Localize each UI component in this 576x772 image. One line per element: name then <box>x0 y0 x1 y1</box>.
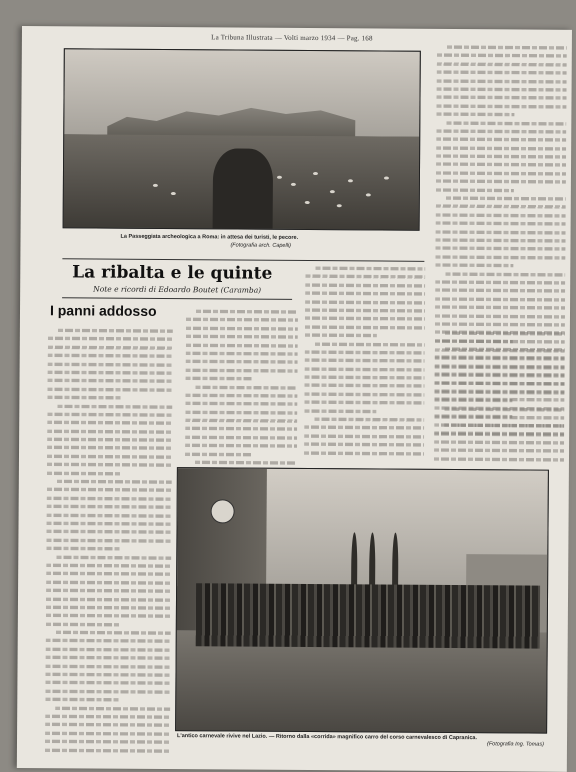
text-line <box>46 564 171 568</box>
text-line <box>434 440 564 444</box>
section-title: I panni addosso <box>49 302 157 319</box>
text-line <box>436 213 566 217</box>
bottom-photo-procession <box>195 583 540 648</box>
headline-rule-bottom <box>62 297 292 300</box>
text-line <box>46 530 171 534</box>
text-line <box>56 555 171 559</box>
headline-rule-top <box>62 258 424 262</box>
body-text-column-left <box>45 326 173 757</box>
text-line <box>196 310 298 314</box>
text-line <box>435 348 565 352</box>
text-line <box>47 522 172 526</box>
text-line <box>48 345 173 349</box>
text-line <box>47 413 172 417</box>
text-line <box>45 673 170 677</box>
text-line <box>185 410 297 414</box>
newspaper-page <box>17 26 572 772</box>
text-line <box>435 340 565 344</box>
text-line <box>445 331 565 335</box>
text-line <box>434 398 512 402</box>
text-line <box>47 463 172 467</box>
text-line <box>47 438 172 442</box>
text-line <box>436 171 566 175</box>
text-line <box>304 384 424 388</box>
text-line <box>437 79 567 83</box>
text-line <box>435 255 565 259</box>
text-line <box>185 393 297 397</box>
text-line <box>45 723 170 727</box>
text-line <box>47 446 172 450</box>
text-line <box>48 354 173 358</box>
text-line <box>47 387 172 391</box>
text-line <box>436 238 566 242</box>
text-line <box>46 597 171 601</box>
text-line <box>305 367 425 371</box>
text-line <box>58 329 173 333</box>
text-line <box>46 647 171 651</box>
text-line <box>436 112 514 116</box>
text-line <box>436 146 566 150</box>
text-line <box>435 247 565 251</box>
text-line <box>47 496 172 500</box>
text-line <box>435 322 565 326</box>
text-line <box>195 385 297 389</box>
top-photo <box>63 48 421 230</box>
text-line <box>48 371 173 375</box>
text-line <box>435 314 565 318</box>
top-photo-credit: (Fotografia arch. Capelli) <box>230 242 292 249</box>
text-line <box>47 454 172 458</box>
text-line <box>305 334 377 338</box>
article-subhead: Note e ricordi di Edoardo Boutet (Caramba) <box>93 284 262 295</box>
text-line <box>185 402 297 406</box>
text-line <box>445 272 565 276</box>
text-line <box>435 289 565 293</box>
text-line <box>47 505 172 509</box>
text-line <box>436 222 566 226</box>
text-line <box>57 404 172 408</box>
text-line <box>185 427 297 431</box>
text-line <box>436 104 566 108</box>
text-line <box>444 407 564 411</box>
text-line <box>436 138 566 142</box>
text-line <box>436 188 514 192</box>
text-line <box>305 308 425 312</box>
text-line <box>434 415 564 419</box>
top-photo-caption: La Passeggiata archeologica a Roma: in attesa dei turisti, le pecore. <box>120 233 299 241</box>
text-line <box>55 706 170 710</box>
text-line <box>185 435 297 439</box>
text-line <box>186 326 298 330</box>
text-line <box>315 266 425 270</box>
text-line <box>47 421 172 425</box>
text-line <box>46 614 171 618</box>
text-line <box>435 297 565 301</box>
text-line <box>305 292 425 296</box>
text-line <box>437 87 567 91</box>
text-line <box>186 352 298 356</box>
sheep <box>312 172 317 175</box>
text-line <box>304 409 376 413</box>
text-line <box>435 305 565 309</box>
text-line <box>57 480 172 484</box>
text-line <box>185 452 252 456</box>
text-line <box>46 538 171 542</box>
text-line <box>434 432 564 436</box>
text-line <box>304 426 424 430</box>
sheep <box>291 183 296 186</box>
text-line <box>48 362 173 366</box>
text-line <box>45 698 120 702</box>
bottom-photo <box>175 467 549 734</box>
text-line <box>435 280 565 284</box>
text-line <box>446 121 566 125</box>
text-line <box>434 449 564 453</box>
text-line <box>437 62 567 66</box>
text-line <box>45 748 170 752</box>
text-line <box>435 373 565 377</box>
text-line <box>304 434 424 438</box>
text-line <box>48 337 173 341</box>
text-line <box>186 360 298 364</box>
text-line <box>47 396 122 400</box>
text-line <box>47 429 172 433</box>
sheep <box>383 176 388 179</box>
text-line <box>48 379 173 383</box>
text-line <box>186 343 298 347</box>
text-line <box>186 368 298 372</box>
text-line <box>434 390 564 394</box>
body-text-column-right-lower <box>434 329 565 470</box>
article-headline: La ribalta e le quinte <box>72 262 273 284</box>
text-line <box>304 401 424 405</box>
text-line <box>315 342 425 346</box>
text-line <box>436 230 566 234</box>
body-text-column-middle <box>185 307 298 468</box>
text-line <box>46 572 171 576</box>
text-line <box>435 365 565 369</box>
text-line <box>436 205 566 209</box>
text-line <box>186 377 253 381</box>
text-line <box>46 606 171 610</box>
text-line <box>305 359 425 363</box>
text-line <box>47 513 172 517</box>
text-line <box>46 589 171 593</box>
text-line <box>436 163 566 167</box>
text-line <box>304 392 424 396</box>
bottom-photo-caption: L'antico carnevale rivive nel Lazio. — Ritorno dalla «corrida» magnifico carro del corso carnevalesco di Capranica. <box>177 733 478 742</box>
text-line <box>305 275 425 279</box>
text-line <box>46 639 171 643</box>
top-photo-shepherd <box>213 148 274 229</box>
text-line <box>186 335 298 339</box>
text-line <box>45 715 170 719</box>
text-line <box>47 471 122 475</box>
text-line <box>46 547 121 551</box>
text-line <box>436 180 566 184</box>
sheep <box>330 190 335 193</box>
text-line <box>305 300 425 304</box>
bottom-photo-credit: (Fotografia Ing. Tomas) <box>486 741 544 748</box>
text-line <box>47 488 172 492</box>
text-line <box>437 71 567 75</box>
text-line <box>56 631 171 635</box>
text-line <box>45 689 170 693</box>
text-line <box>435 356 565 360</box>
text-line <box>314 418 424 422</box>
text-line <box>436 129 566 133</box>
text-line <box>46 664 171 668</box>
text-line <box>434 457 564 461</box>
text-line <box>435 382 565 386</box>
text-line <box>45 740 170 744</box>
text-line <box>46 622 121 626</box>
sheep <box>153 183 158 186</box>
text-line <box>195 461 297 465</box>
text-line <box>436 154 566 158</box>
text-line <box>185 444 297 448</box>
text-line <box>186 318 298 322</box>
text-line <box>434 424 564 428</box>
text-line <box>305 325 425 329</box>
text-line <box>435 263 513 267</box>
text-line <box>304 451 424 455</box>
text-line <box>436 96 566 100</box>
body-text-column-center <box>304 264 425 465</box>
text-line <box>46 580 171 584</box>
running-head: La Tribuna Illustrata — Volti marzo 1934 — Pag. 168 <box>211 33 373 43</box>
text-line <box>446 196 566 200</box>
text-line <box>447 45 567 49</box>
sheep <box>277 175 282 178</box>
text-line <box>305 283 425 287</box>
text-line <box>305 317 425 321</box>
sheep <box>305 200 310 203</box>
text-line <box>185 419 297 423</box>
text-line <box>305 350 425 354</box>
text-line <box>305 375 425 379</box>
text-line <box>45 681 170 685</box>
text-line <box>45 731 170 735</box>
text-line <box>304 443 424 447</box>
text-line <box>437 54 567 58</box>
text-line <box>46 656 171 660</box>
